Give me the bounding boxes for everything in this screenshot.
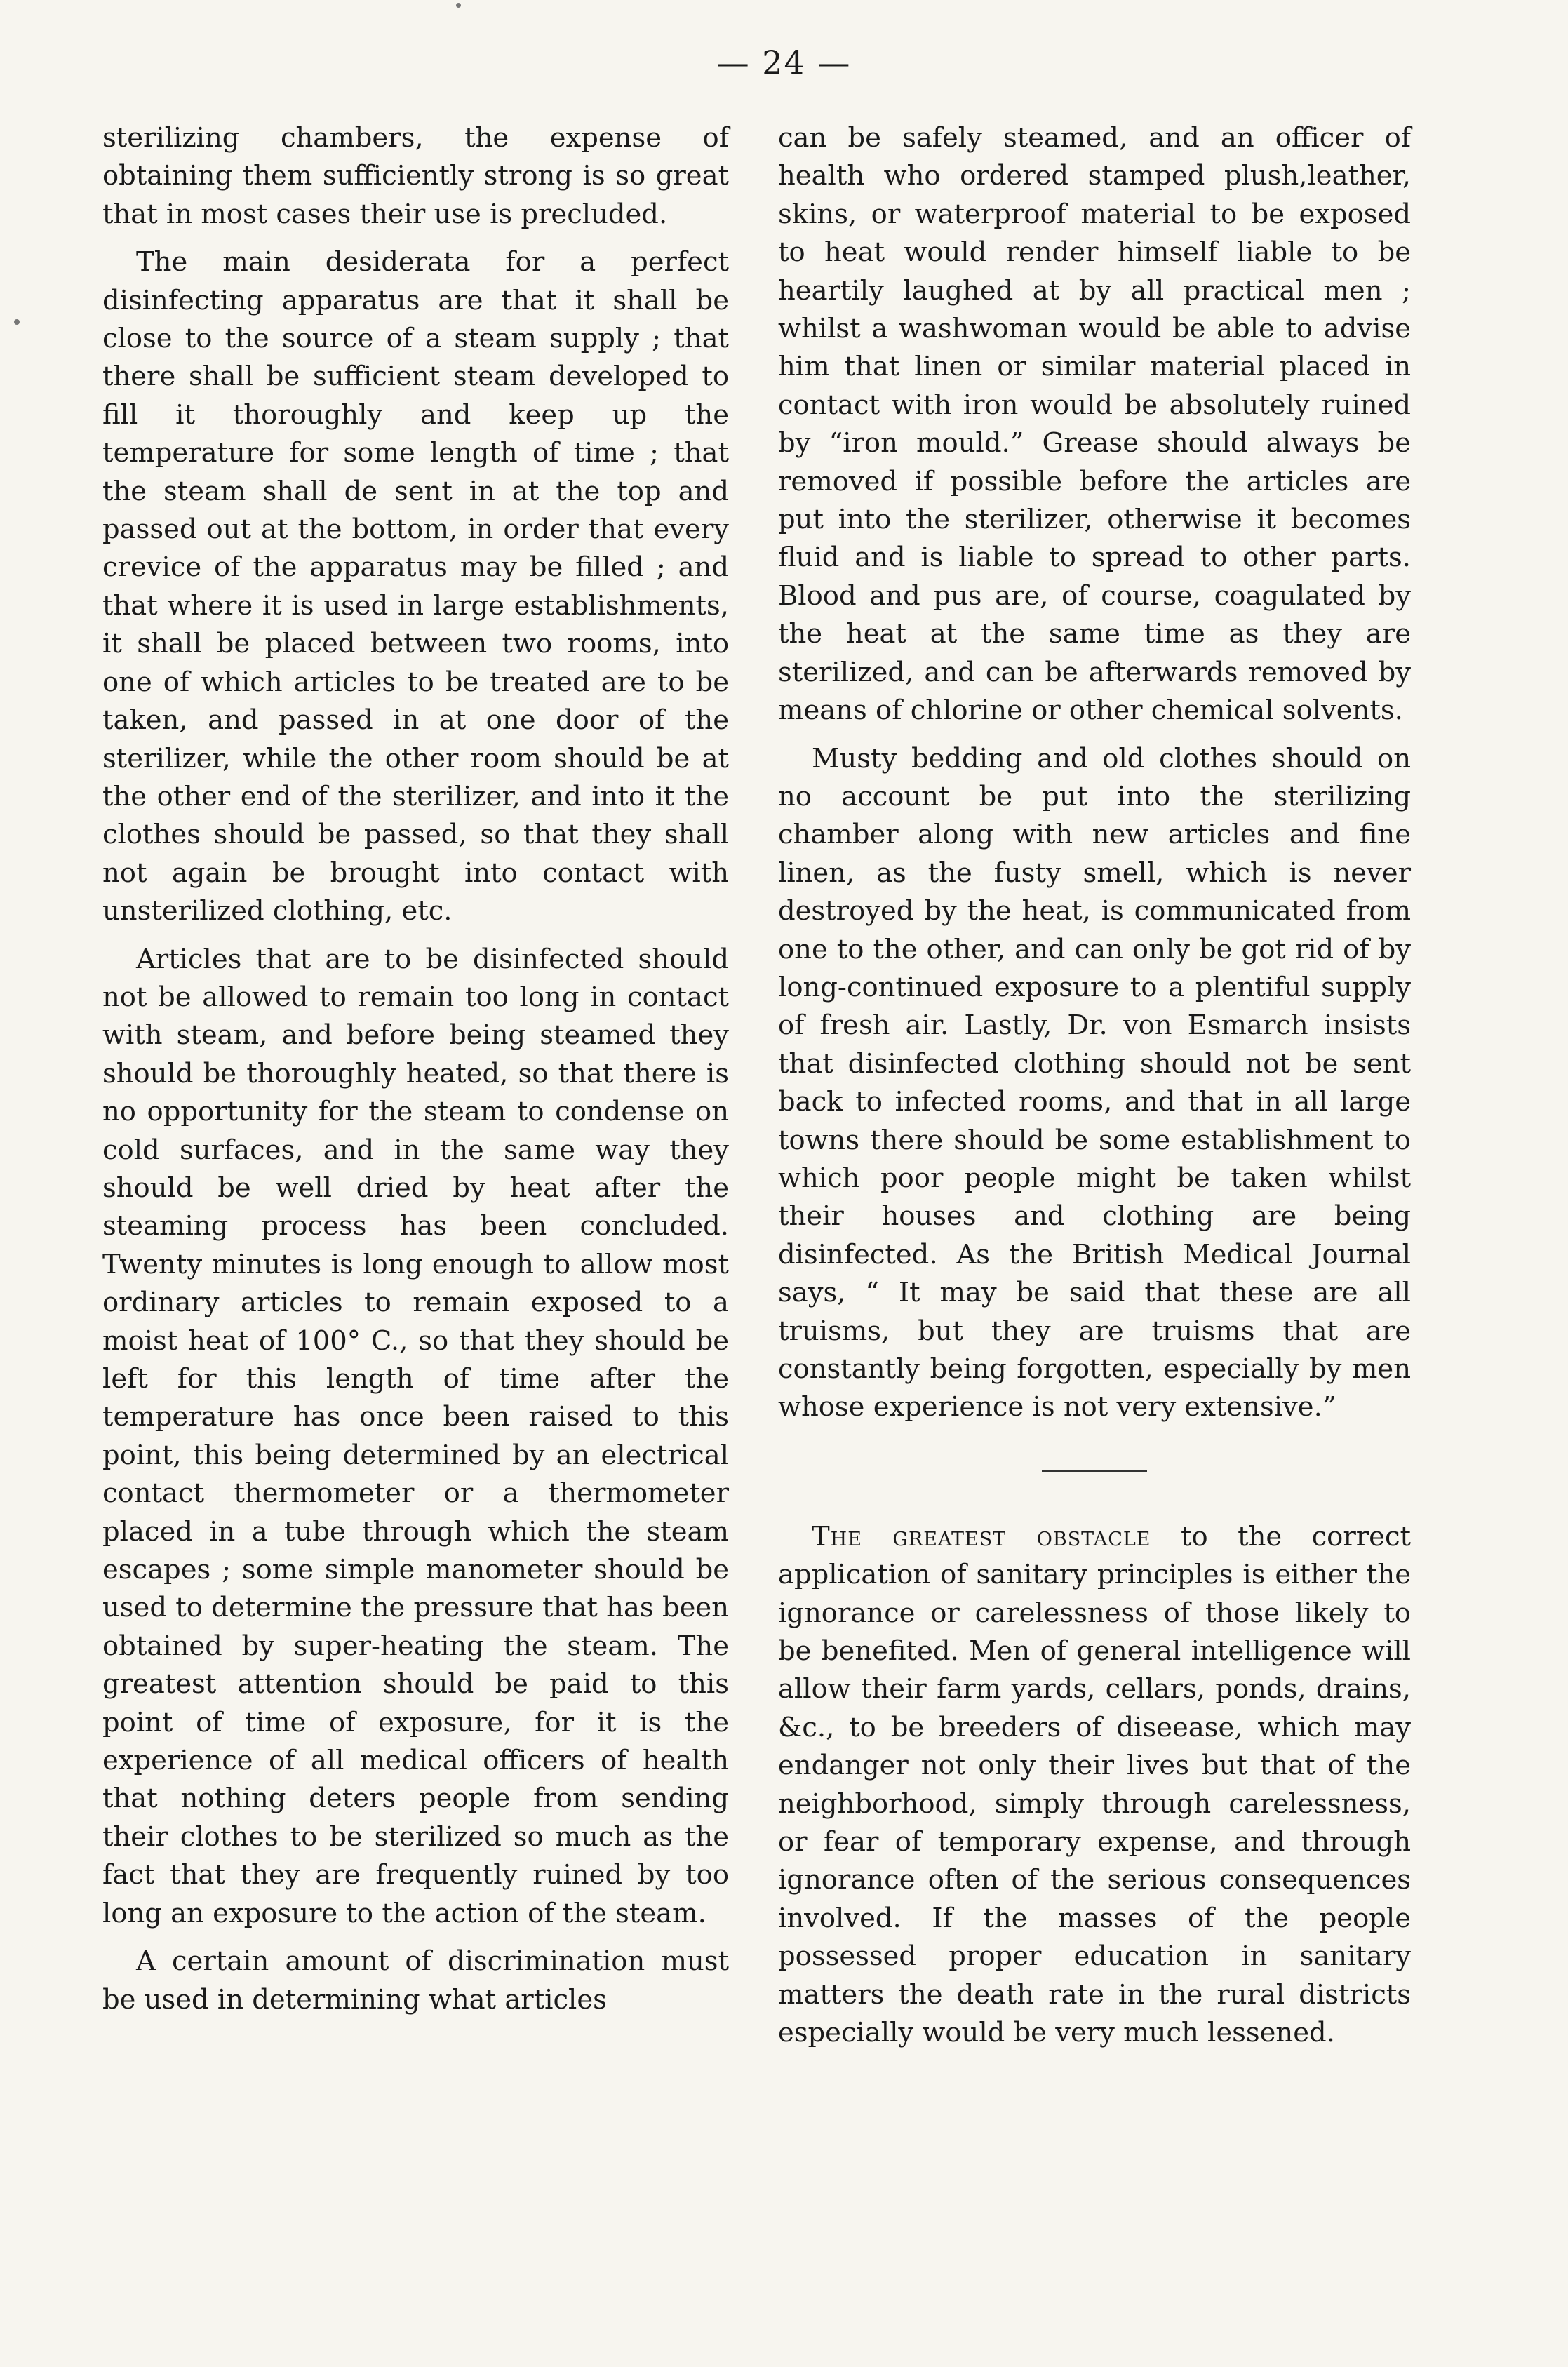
right-paragraph-2: Musty bedding and old clothes should on no account be put into the sterilizing chamber along with new articles and fine linen, as the fusty smell, which is never destroyed by the heat, is communicated from one to the other, and can only be got rid of by long-continued exposure to a plentiful supply of fresh air. Lastly, Dr. von Esmarch insists that disinfected clothing should not be sent back to infected rooms, and that in all large towns there should be some establishment to which poor people might be taken whilst their houses and clothing are being disinfected. As the British Medical Journal says, “ It may be said that these are all truisms, but they are truisms that are constantly being forgotten, especially by men whose experience is not very extensive.” bbox=[778, 742, 1411, 1423]
left-paragraph-4: A certain amount of discrimination must be used in determining what articles bbox=[102, 1945, 729, 2016]
paragraph-lead-smallcaps: The greatest obstacle bbox=[812, 1520, 1151, 1553]
margin-speck bbox=[14, 319, 20, 325]
left-paragraph-1: sterilizing chambers, the expense of obtaining them sufficiently strong is so great that in most cases their use is precluded. bbox=[102, 122, 729, 230]
section-divider bbox=[1042, 1470, 1147, 1472]
right-paragraph-1: can be safely steamed, and an officer of health who ordered stamped plush,leather, skins, or waterproof material to be exposed to heat would render himself liable to be heartily laughed at by all practical men ; whilst a washwoman would be able to advise him that linen or similar material placed in contact with iron would be absolutely ruined by “iron mould.” Grease should always be removed if possible before the articles are put into the sterilizer, otherwise it becomes fluid and is liable to spread to other parts. Blood and pus are, of course, coagulated by the heat at the same time as they are sterilized, and can be afterwards removed by means of chlorine or other chemical solvents. bbox=[778, 122, 1411, 727]
right-column bbox=[778, 119, 1411, 2063]
left-paragraph-3: Articles that are to be disinfected should not be allowed to remain too long in contact with steam, and before being steamed they should be thoroughly heated, so that there is no opportunity for the steam to condense on cold surfaces, and in the same way they should be well dried by heat after the steaming process has been concluded. Twenty minutes is long enough to allow most ordinary articles to remain exposed to a moist heat of 100° C., so that they should be left for this length of time after the temperature has once been raised to this point, this being determined by an electrical contact thermometer or a thermometer placed in a tube through which the steam escapes ; some simple manometer should be used to determine the pressure that has been obtained by super-heating the steam. The greatest attention should be paid to this point of time of exposure, for it is the experience of all medical officers of health that nothing deters people from sending their clothes to be sterilized so much as the fact that they are frequently ruined by too long an exposure to the action of the steam. bbox=[102, 943, 729, 1929]
paragraph-body: to the correct application of sanitary principles is either the ignorance or carelessness of those likely to be benefited. Men of general intelligence will allow their farm yards, cellars, ponds, drains, &c., to be breeders of diseease, which may endanger not only their lives but that of the neighborhood, simply through carelessness, or fear of temporary expense, and through ignorance often of the serious consequences involved. If the masses of the people possessed proper education in sanitary matters the death rate in the rural districts especially would be very much lessened. bbox=[778, 1520, 1411, 2049]
page-number: — 24 — bbox=[716, 43, 852, 81]
left-column bbox=[102, 119, 729, 2029]
left-paragraph-2: The main desiderata for a perfect disinfecting apparatus are that it shall be close to the source of a steam supply ; that there shall be sufficient steam developed to fill it thoroughly and keep up the temperature for some length of time ; that the steam shall de sent in at the top and passed out at the bottom, in order that every crevice of the apparatus may be filled ; and that where it is used in large establishments, it shall be placed between two rooms, into one of which articles to be treated are to be taken, and passed in at one door of the sterilizer, while the other room should be at the other end of the sterilizer, and into it the clothes should be passed, so that they shall not again be brought into contact with unsterilized clothing, etc. bbox=[102, 246, 729, 927]
margin-speck bbox=[456, 3, 461, 8]
right-paragraph-3 bbox=[778, 1518, 1411, 2053]
